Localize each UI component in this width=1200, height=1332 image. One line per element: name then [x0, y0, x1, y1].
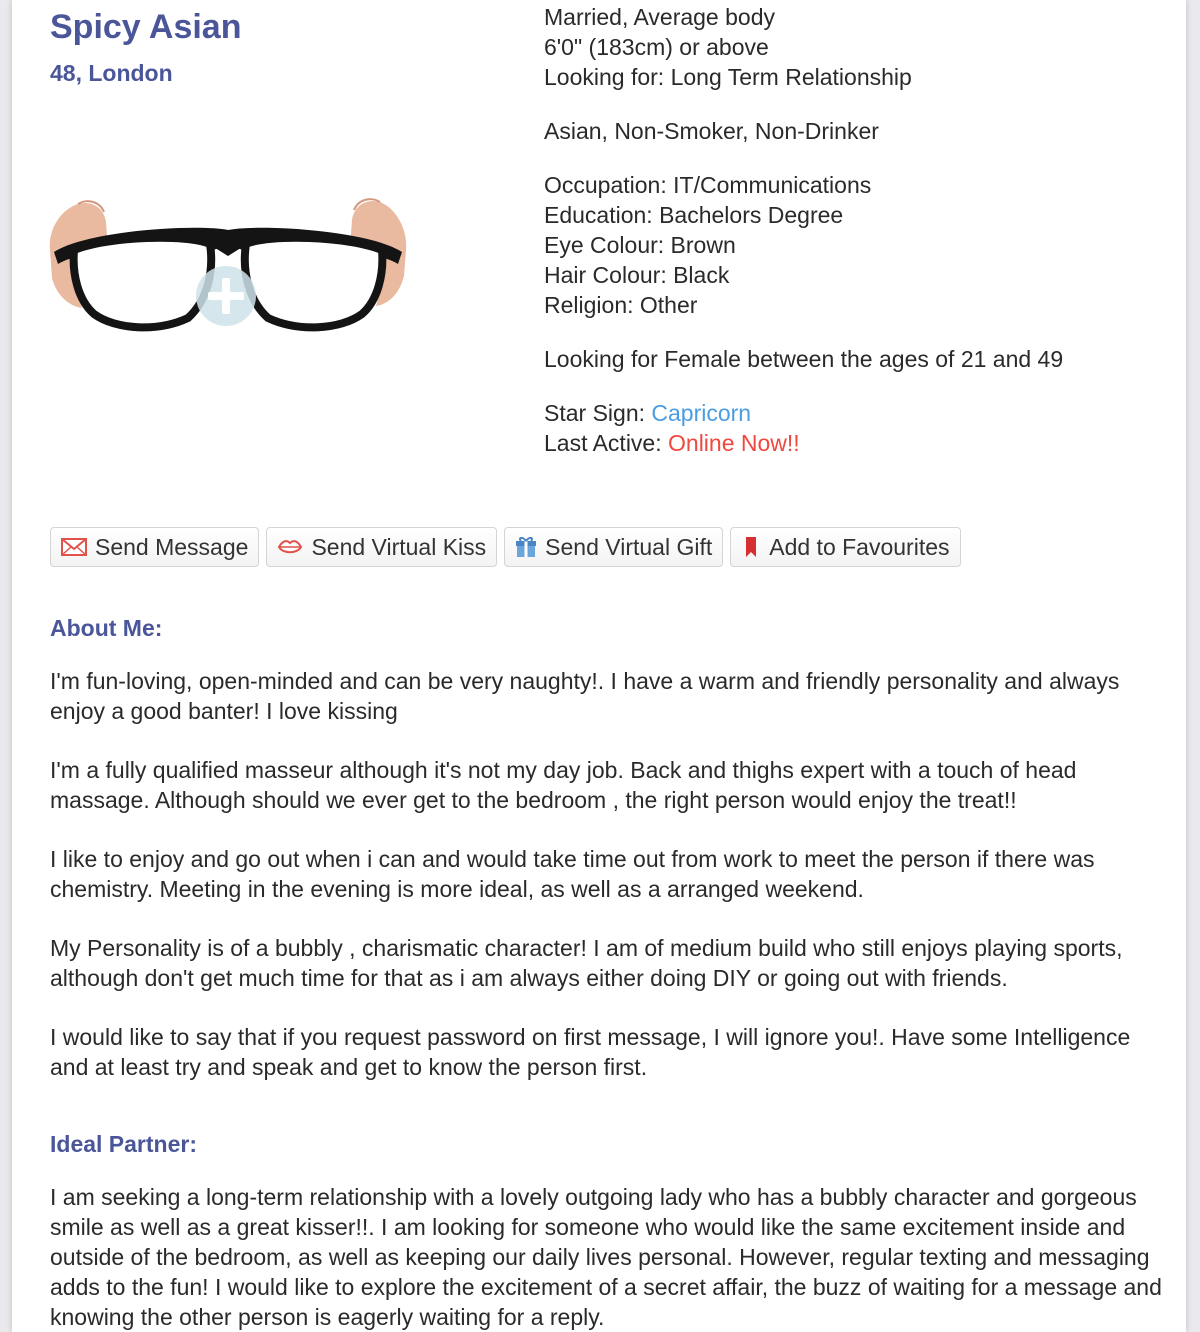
- add-to-favourites-label: Add to Favourites: [769, 533, 950, 560]
- details-height: 6'0" (183cm) or above: [544, 34, 769, 60]
- send-message-label: Send Message: [95, 533, 249, 560]
- details-hair-colour: Hair Colour: Black: [544, 262, 730, 288]
- details-basic: [544, 2, 1174, 92]
- details-looking-for: Looking for: Long Term Relationship: [544, 64, 912, 90]
- details-seeking: [544, 344, 1174, 374]
- ideal-partner-heading: Ideal Partner:: [50, 1131, 197, 1157]
- details-ethnicity-habits: Asian, Non-Smoker, Non-Drinker: [544, 118, 879, 144]
- profile-page: [12, 0, 1186, 1332]
- profile-details: [544, 2, 1174, 482]
- about-paragraph: I like to enjoy and go out when i can and would take time out from work to meet the person if there was chemistry. Meeting in the evening is more ideal, as well as a arranged weekend.: [50, 846, 1095, 902]
- profile-photo-placeholder[interactable]: [48, 190, 408, 340]
- details-lifestyle: [544, 116, 1174, 146]
- add-to-favourites-button[interactable]: [730, 527, 960, 567]
- send-virtual-gift-label: Send Virtual Gift: [545, 533, 713, 560]
- about-paragraph: My Personality is of a bubbly , charismatic character! I am of medium build who still enjoys playing sports, although don't get much time for that as i am always either doing DIY or going out with friends.: [50, 935, 1123, 991]
- details-star-sign: [544, 398, 1174, 428]
- lips-icon: [277, 539, 303, 555]
- about-paragraph: I would like to say that if you request password on first message, I will ignore you!. Have some Intelligence and at least try and speak and get to know the person first.: [50, 1024, 1131, 1080]
- details-status: Married, Average body: [544, 4, 775, 30]
- star-sign-link[interactable]: Capricorn: [651, 400, 752, 426]
- details-background: [544, 170, 1174, 320]
- ideal-partner-text: [50, 1182, 1162, 1332]
- details-seeking-text: Looking for Female between the ages of 21 and 49: [544, 346, 1064, 372]
- details-education: Education: Bachelors Degree: [544, 202, 844, 228]
- glasses-placeholder-icon: [48, 190, 408, 340]
- profile-name: Spicy Asian: [50, 8, 242, 46]
- last-active-label: Last Active:: [544, 430, 669, 456]
- bookmark-icon: [741, 535, 761, 559]
- gift-icon: [515, 536, 537, 558]
- send-message-button[interactable]: [50, 527, 259, 567]
- profile-actions: [50, 527, 961, 567]
- star-sign-label: Star Sign:: [544, 400, 652, 426]
- online-status: Online Now!!: [668, 430, 800, 456]
- about-paragraph: I'm fun-loving, open-minded and can be very naughty!. I have a warm and friendly personality and always enjoy a good banter! I love kissing: [50, 668, 1120, 724]
- profile-age-location: 48, London: [50, 60, 173, 86]
- about-paragraph: I'm a fully qualified masseur although it's not my day job. Back and thighs expert with a touch of head massage. Although should we ever get to the bedroom , the right person would enjoy the treat!!: [50, 757, 1077, 813]
- details-religion: Religion: Other: [544, 292, 698, 318]
- details-extra: [544, 398, 1174, 458]
- details-eye-colour: Eye Colour: Brown: [544, 232, 736, 258]
- details-last-active: [544, 428, 1174, 458]
- send-virtual-kiss-button[interactable]: [266, 527, 497, 567]
- envelope-icon: [61, 538, 87, 556]
- send-virtual-gift-button[interactable]: [504, 527, 723, 567]
- partner-paragraph: I am seeking a long-term relationship with a lovely outgoing lady who has a bubbly character and gorgeous smile as well as a great kisser!!. I am looking for someone who would like the same excitement inside and outside of the bedroom, as well as keeping our daily lives personal. However, regular texting and messaging adds to the fun! I would like to explore the excitement of a secret affair, the buzz of waiting for a message and knowing the other person is eagerly waiting for a reply.: [50, 1184, 1162, 1330]
- about-me-text: [50, 666, 1162, 1111]
- details-occupation: Occupation: IT/Communications: [544, 172, 872, 198]
- send-virtual-kiss-label: Send Virtual Kiss: [311, 533, 487, 560]
- about-me-heading: About Me:: [50, 615, 163, 641]
